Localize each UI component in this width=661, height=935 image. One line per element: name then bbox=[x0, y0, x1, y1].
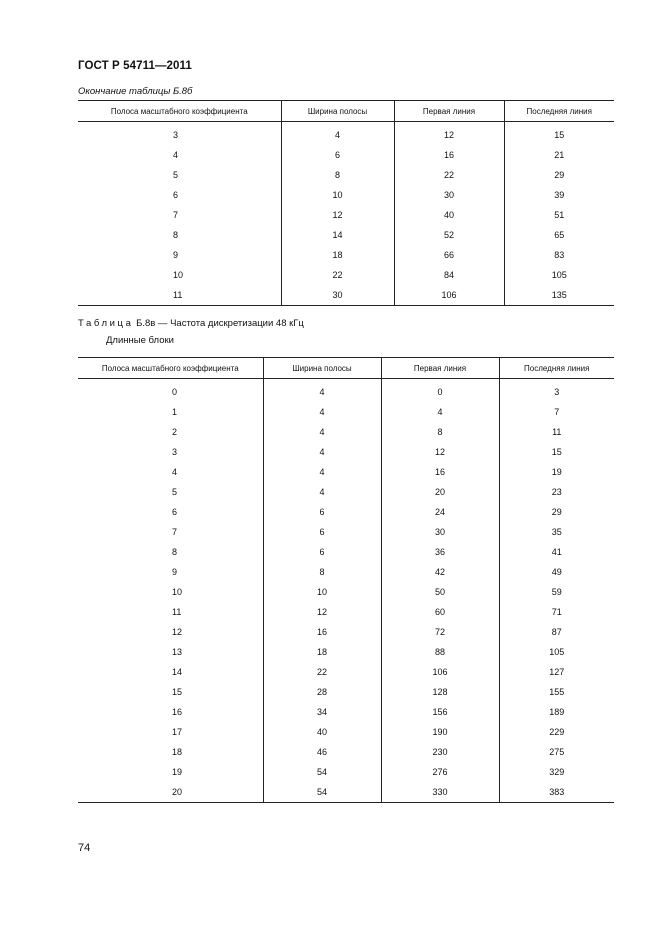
table-row bbox=[78, 762, 614, 782]
scale-factor-band-cell: 18 bbox=[78, 742, 263, 762]
first-line-cell: 42 bbox=[381, 562, 499, 582]
band-width-cell: 10 bbox=[281, 185, 394, 205]
table-row bbox=[78, 562, 614, 582]
band-width-cell: 8 bbox=[281, 165, 394, 185]
last-line-cell: 39 bbox=[504, 185, 614, 205]
table-row bbox=[78, 502, 614, 522]
table2-caption bbox=[78, 318, 304, 329]
table-row bbox=[78, 145, 614, 165]
last-line-cell: 105 bbox=[504, 265, 614, 285]
first-line-cell: 12 bbox=[381, 442, 499, 462]
last-line-cell: 23 bbox=[499, 482, 614, 502]
scale-factor-band-cell: 8 bbox=[78, 542, 263, 562]
last-line-cell: 83 bbox=[504, 245, 614, 265]
column-header-scale-factor-band: Полоса масштабного коэффициента bbox=[78, 358, 263, 379]
scale-factor-band-cell: 2 bbox=[78, 422, 263, 442]
first-line-cell: 230 bbox=[381, 742, 499, 762]
first-line-cell: 276 bbox=[381, 762, 499, 782]
table-row bbox=[78, 782, 614, 803]
table-row bbox=[78, 662, 614, 682]
table-row bbox=[78, 245, 614, 265]
column-header-last-line: Последняя линия bbox=[504, 101, 614, 122]
band-width-cell: 4 bbox=[281, 122, 394, 146]
last-line-cell: 15 bbox=[499, 442, 614, 462]
last-line-cell: 189 bbox=[499, 702, 614, 722]
table-row bbox=[78, 442, 614, 462]
table-row bbox=[78, 422, 614, 442]
scale-factor-band-cell: 4 bbox=[78, 462, 263, 482]
table1 bbox=[78, 100, 614, 306]
first-line-cell: 12 bbox=[394, 122, 504, 146]
scale-factor-band-cell: 3 bbox=[78, 442, 263, 462]
table1-header-row bbox=[78, 101, 614, 122]
column-header-band-width: Ширина полосы bbox=[281, 101, 394, 122]
last-line-cell: 49 bbox=[499, 562, 614, 582]
scale-factor-band-cell: 17 bbox=[78, 722, 263, 742]
table-row bbox=[78, 265, 614, 285]
last-line-cell: 41 bbox=[499, 542, 614, 562]
first-line-cell: 0 bbox=[381, 379, 499, 403]
band-width-cell: 54 bbox=[263, 762, 381, 782]
column-header-band-width: Ширина полосы bbox=[263, 358, 381, 379]
last-line-cell: 59 bbox=[499, 582, 614, 602]
table-row bbox=[78, 165, 614, 185]
last-line-cell: 15 bbox=[504, 122, 614, 146]
last-line-cell: 7 bbox=[499, 402, 614, 422]
scale-factor-band-cell: 20 bbox=[78, 782, 263, 803]
first-line-cell: 24 bbox=[381, 502, 499, 522]
column-header-last-line: Последняя линия bbox=[499, 358, 614, 379]
table-row bbox=[78, 702, 614, 722]
last-line-cell: 21 bbox=[504, 145, 614, 165]
first-line-cell: 106 bbox=[394, 285, 504, 306]
band-width-cell: 8 bbox=[263, 562, 381, 582]
last-line-cell: 11 bbox=[499, 422, 614, 442]
band-width-cell: 14 bbox=[281, 225, 394, 245]
band-width-cell: 30 bbox=[281, 285, 394, 306]
scale-factor-band-cell: 3 bbox=[78, 122, 281, 146]
band-width-cell: 46 bbox=[263, 742, 381, 762]
table1-caption: Окончание таблицы Б.8б bbox=[78, 86, 193, 97]
scale-factor-band-cell: 1 bbox=[78, 402, 263, 422]
band-width-cell: 6 bbox=[263, 542, 381, 562]
table-row bbox=[78, 482, 614, 502]
scale-factor-band-cell: 7 bbox=[78, 522, 263, 542]
last-line-cell: 127 bbox=[499, 662, 614, 682]
first-line-cell: 84 bbox=[394, 265, 504, 285]
scale-factor-band-cell: 13 bbox=[78, 642, 263, 662]
table-row bbox=[78, 602, 614, 622]
scale-factor-band-cell: 5 bbox=[78, 165, 281, 185]
document-number: ГОСТ Р 54711—2011 bbox=[78, 60, 192, 72]
last-line-cell: 329 bbox=[499, 762, 614, 782]
first-line-cell: 72 bbox=[381, 622, 499, 642]
table-row bbox=[78, 225, 614, 245]
first-line-cell: 16 bbox=[381, 462, 499, 482]
first-line-cell: 40 bbox=[394, 205, 504, 225]
first-line-cell: 330 bbox=[381, 782, 499, 803]
last-line-cell: 135 bbox=[504, 285, 614, 306]
page-number: 74 bbox=[78, 842, 91, 854]
band-width-cell: 22 bbox=[263, 662, 381, 682]
first-line-cell: 128 bbox=[381, 682, 499, 702]
first-line-cell: 52 bbox=[394, 225, 504, 245]
band-width-cell: 4 bbox=[263, 482, 381, 502]
first-line-cell: 8 bbox=[381, 422, 499, 442]
table-row bbox=[78, 122, 614, 146]
band-width-cell: 4 bbox=[263, 462, 381, 482]
table-row bbox=[78, 462, 614, 482]
table-row bbox=[78, 285, 614, 306]
band-width-cell: 34 bbox=[263, 702, 381, 722]
table-row bbox=[78, 379, 614, 403]
scale-factor-band-cell: 6 bbox=[78, 502, 263, 522]
band-width-cell: 6 bbox=[263, 522, 381, 542]
scale-factor-band-cell: 9 bbox=[78, 562, 263, 582]
scale-factor-band-cell: 11 bbox=[78, 602, 263, 622]
band-width-cell: 4 bbox=[263, 402, 381, 422]
scale-factor-band-cell: 5 bbox=[78, 482, 263, 502]
table1-body bbox=[78, 122, 614, 306]
last-line-cell: 19 bbox=[499, 462, 614, 482]
table-row bbox=[78, 205, 614, 225]
last-line-cell: 35 bbox=[499, 522, 614, 542]
table-row bbox=[78, 542, 614, 562]
band-width-cell: 40 bbox=[263, 722, 381, 742]
last-line-cell: 87 bbox=[499, 622, 614, 642]
first-line-cell: 30 bbox=[381, 522, 499, 542]
table-row bbox=[78, 185, 614, 205]
band-width-cell: 6 bbox=[281, 145, 394, 165]
last-line-cell: 383 bbox=[499, 782, 614, 803]
table2-body bbox=[78, 379, 614, 803]
table2-caption-label: Таблица bbox=[78, 318, 134, 329]
scale-factor-band-cell: 6 bbox=[78, 185, 281, 205]
first-line-cell: 190 bbox=[381, 722, 499, 742]
table-row bbox=[78, 622, 614, 642]
first-line-cell: 156 bbox=[381, 702, 499, 722]
table-row bbox=[78, 582, 614, 602]
table2-header-row bbox=[78, 358, 614, 379]
band-width-cell: 16 bbox=[263, 622, 381, 642]
table2-subcaption: Длинные блоки bbox=[106, 335, 174, 346]
last-line-cell: 105 bbox=[499, 642, 614, 662]
first-line-cell: 22 bbox=[394, 165, 504, 185]
table2 bbox=[78, 357, 614, 803]
first-line-cell: 4 bbox=[381, 402, 499, 422]
band-width-cell: 18 bbox=[263, 642, 381, 662]
last-line-cell: 29 bbox=[499, 502, 614, 522]
last-line-cell: 65 bbox=[504, 225, 614, 245]
last-line-cell: 71 bbox=[499, 602, 614, 622]
band-width-cell: 10 bbox=[263, 582, 381, 602]
scale-factor-band-cell: 14 bbox=[78, 662, 263, 682]
scale-factor-band-cell: 7 bbox=[78, 205, 281, 225]
band-width-cell: 4 bbox=[263, 442, 381, 462]
band-width-cell: 54 bbox=[263, 782, 381, 803]
scale-factor-band-cell: 8 bbox=[78, 225, 281, 245]
table-row bbox=[78, 642, 614, 662]
column-header-scale-factor-band: Полоса масштабного коэффициента bbox=[78, 101, 281, 122]
table-row bbox=[78, 402, 614, 422]
scale-factor-band-cell: 11 bbox=[78, 285, 281, 306]
scale-factor-band-cell: 19 bbox=[78, 762, 263, 782]
band-width-cell: 12 bbox=[263, 602, 381, 622]
column-header-first-line: Первая линия bbox=[381, 358, 499, 379]
scale-factor-band-cell: 0 bbox=[78, 379, 263, 403]
first-line-cell: 106 bbox=[381, 662, 499, 682]
first-line-cell: 36 bbox=[381, 542, 499, 562]
first-line-cell: 50 bbox=[381, 582, 499, 602]
table-row bbox=[78, 722, 614, 742]
scale-factor-band-cell: 4 bbox=[78, 145, 281, 165]
band-width-cell: 4 bbox=[263, 379, 381, 403]
column-header-first-line: Первая линия bbox=[394, 101, 504, 122]
band-width-cell: 12 bbox=[281, 205, 394, 225]
band-width-cell: 22 bbox=[281, 265, 394, 285]
table-row bbox=[78, 522, 614, 542]
scale-factor-band-cell: 9 bbox=[78, 245, 281, 265]
first-line-cell: 30 bbox=[394, 185, 504, 205]
first-line-cell: 88 bbox=[381, 642, 499, 662]
table-row bbox=[78, 742, 614, 762]
band-width-cell: 28 bbox=[263, 682, 381, 702]
last-line-cell: 155 bbox=[499, 682, 614, 702]
last-line-cell: 3 bbox=[499, 379, 614, 403]
first-line-cell: 60 bbox=[381, 602, 499, 622]
scale-factor-band-cell: 16 bbox=[78, 702, 263, 722]
band-width-cell: 4 bbox=[263, 422, 381, 442]
scale-factor-band-cell: 12 bbox=[78, 622, 263, 642]
scale-factor-band-cell: 15 bbox=[78, 682, 263, 702]
scale-factor-band-cell: 10 bbox=[78, 265, 281, 285]
table-row bbox=[78, 682, 614, 702]
last-line-cell: 29 bbox=[504, 165, 614, 185]
last-line-cell: 275 bbox=[499, 742, 614, 762]
first-line-cell: 16 bbox=[394, 145, 504, 165]
scale-factor-band-cell: 10 bbox=[78, 582, 263, 602]
table2-caption-text: Б.8в — Частота дискретизации 48 кГц bbox=[133, 318, 304, 329]
last-line-cell: 51 bbox=[504, 205, 614, 225]
band-width-cell: 6 bbox=[263, 502, 381, 522]
first-line-cell: 66 bbox=[394, 245, 504, 265]
band-width-cell: 18 bbox=[281, 245, 394, 265]
first-line-cell: 20 bbox=[381, 482, 499, 502]
last-line-cell: 229 bbox=[499, 722, 614, 742]
